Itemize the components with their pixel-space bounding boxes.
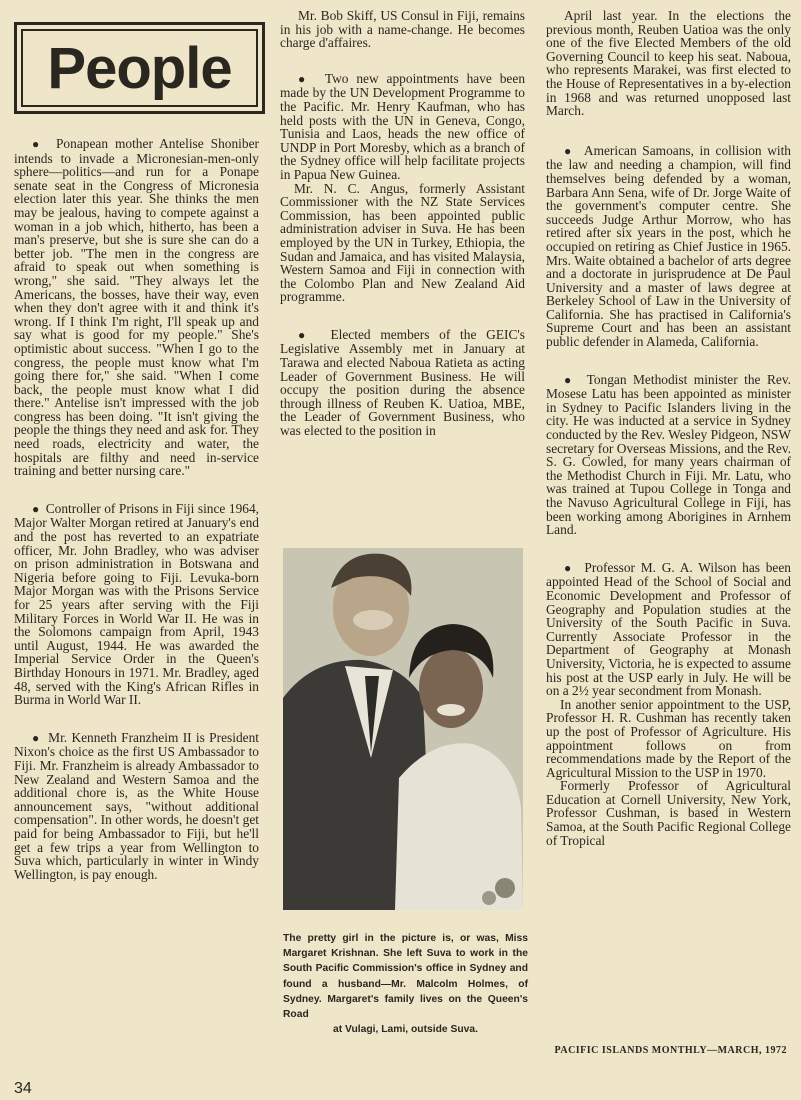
item-text: April last year. In the elections the previous month, Reuben Uatioa was the only one of the five Elected Members of the old Governing Council to keep his seat. Naboua, who represents Marakei, was first elected to the House of Representatives in a by-election in 1968 and was returned unopposed last March. xyxy=(546,8,791,119)
item-text: In another senior appointment to the USP, Professor H. R. Cushman has recently taken up the post of Professor of Agriculture. His appointment follows on from recommendations made by the Report of the Agricultural Mission to the USP in 1970. xyxy=(546,696,791,780)
item-text: Mr. N. C. Angus, formerly Assistant Commissioner with the NZ State Services Commission, has been appointed public administration adviser in Suva. He has been employed by the UN in Turkey, Ethiopia, the Sudan and Jamaica, and has visited Malaysia, Western Samoa and Fiji in connection with the Colombo Plan and New Zealand Aid programme. xyxy=(280,180,525,305)
news-item xyxy=(14,731,259,882)
news-item xyxy=(280,328,525,438)
page-number: 34 xyxy=(14,1080,32,1097)
item-text: ● Two new appointments have been made by the UN Development Programme to the Pacific. Mr. Henry Kaufman, who has held posts with the UN in Geneva, Congo, Tunisia and Laos, heads the new office of UNDP in Port Moresby, which as a branch of the Sydney office will help facilitate projects in Papua New Guinea. xyxy=(280,72,525,182)
news-item xyxy=(546,9,791,118)
photo-caption xyxy=(283,931,528,1037)
photo-illustration xyxy=(283,548,523,910)
couple-photo xyxy=(283,548,523,910)
news-item xyxy=(546,561,791,847)
column-3 xyxy=(546,9,791,871)
item-text: ● Ponapean mother Antelise Shoniber intends to invade a Micronesian-men-only sphere—politics—and run for a Ponape senate seat in the Congress of Micronesia election later this year. She thinks the men may be jealous, having to compete against a woman in a job which, hitherto, has been a man's preserve, but she is sure she can do a better job. "The men in the congress are afraid to speak out when something is wrong," she said. "They always let the Americans, the bosses, have their way, even when they don't agree with it and think it's wrong. If I think I'm right, I'll speak up and say what is good for my people." She's optimistic about success. "When I go to the congress, the people must know what I'm going there for," she said. "When I come back, the people must know what I did there." Antelise isn't impressed with the job congress has been doing. "It isn't giving the people the things they need and ask for. They need roads, electricity and water, the hospitals are filthy and need in-service training and better nursing care." xyxy=(14,137,259,478)
item-text: ● American Samoans, in collision with the law and needing a champion, will find themselves being defended by a woman, Barbara Ann Sena, wife of Dr. Jorge Waite of the government's computer centre. She succeeds Judge Arthur Morrow, who has retired after six years in the post, which he occupied on retiring as Chief Justice in 1965. Mrs. Waite obtained a bachelor of arts degree and a doctorate in jurisprudence at De Paul University and a master of laws degree at Berkeley School of Law in the University of California. She has practised in California's Supreme Court and has been an assistant public defender in Alameda, California. xyxy=(546,144,791,349)
item-text: ● Mr. Kenneth Franzheim II is President Nixon's choice as the first US Ambassador to Fiji. Mr. Franzheim is already Ambassador to New Zealand and Western Samoa and the additional chore is, as the White House announcement says, "without additional compensation". In other words, he doesn't get paid for being Ambassador to Fiji, but he'll get a few trips a year from Wellington to Suva which, particularly in winter in Windy Wellington, is pay enough. xyxy=(14,731,259,882)
news-item xyxy=(280,72,525,304)
news-item xyxy=(14,502,259,707)
caption-text-end: at Vulagi, Lami, outside Suva. xyxy=(333,1024,478,1036)
item-text: Mr. Bob Skiff, US Consul in Fiji, remains in his job with a name-change. He becomes charge d'affaires. xyxy=(280,8,525,51)
news-item xyxy=(546,144,791,349)
item-text: ● Elected members of the GEIC's Legislative Assembly met in January at Tarawa and elected Naboua Ratieta as acting Leader of Government Business. He will occupy the position during the absence through illness of Reuben K. Uatioa, MBE, the Leader of Government Business, who was elected to the position in xyxy=(280,328,525,438)
item-text: ● Tongan Methodist minister the Rev. Mosese Latu has been appointed as minister in Sydney to Pacific Islanders living in the city. He was inducted at a service in Sydney conducted by the Rev. Wesley Pidgeon, NSW secretary for Overseas Missions, and the Rev. S. G. Cowled, for many years chairman of the Methodist Church in Fiji. Mr. Latu, who was trained at Tupou College in Tonga and the Navuso Agricultural College in Fiji, has been working among Aborigines in Arnhem Land. xyxy=(546,373,791,537)
item-text: Formerly Professor of Agricultural Education at Cornell University, New York, Professor Cushman, is based in Western Samoa, at the South Pacific Regional College of Tropical xyxy=(546,778,791,848)
masthead-title: People xyxy=(47,35,232,101)
column-1 xyxy=(14,137,259,905)
news-item xyxy=(546,373,791,537)
section-masthead xyxy=(14,22,265,114)
item-text: ● Professor M. G. A. Wilson has been appointed Head of the School of Social and Economic Development and Professor of Geography and Population studies at the University of the South Pacific in Suva. Currently Associate Professor in the Department of Geography at Monash University, Victoria, he is expected to assume his post at the USP early in July. He will be on a 2½ year secondment from Monash. xyxy=(546,561,791,698)
news-item xyxy=(280,9,525,50)
item-text: ● Controller of Prisons in Fiji since 1964, Major Walter Morgan retired at January's end and the post has reverted to an expatriate officer, Mr. John Bradley, who was adviser on prison administration in Botswana and Nigeria before going to Fiji. Levuka-born Major Morgan was with the Prisons Service for 25 years after serving with the Fiji Military Forces in World War II. He was in the Solomons campaign from April, 1943 until August, 1944. He was awarded the Imperial Service Order in the Queen's Birthday Honours in 1971. Mr. Bradley, aged 48, served with the King's African Rifles in Burma in World War II. xyxy=(14,502,259,707)
caption-text: The pretty girl in the picture is, or was, Miss Margaret Krishnan. She left Suva to work in the South Pacific Commission's office in Sydney and found a husband—Mr. Malcolm Holmes, of Sydney. Margaret's family lives on the Queen's Road xyxy=(283,933,528,1021)
news-item xyxy=(14,137,259,478)
column-2 xyxy=(280,9,525,462)
publication-footer: PACIFIC ISLANDS MONTHLY—MARCH, 1972 xyxy=(554,1045,787,1056)
